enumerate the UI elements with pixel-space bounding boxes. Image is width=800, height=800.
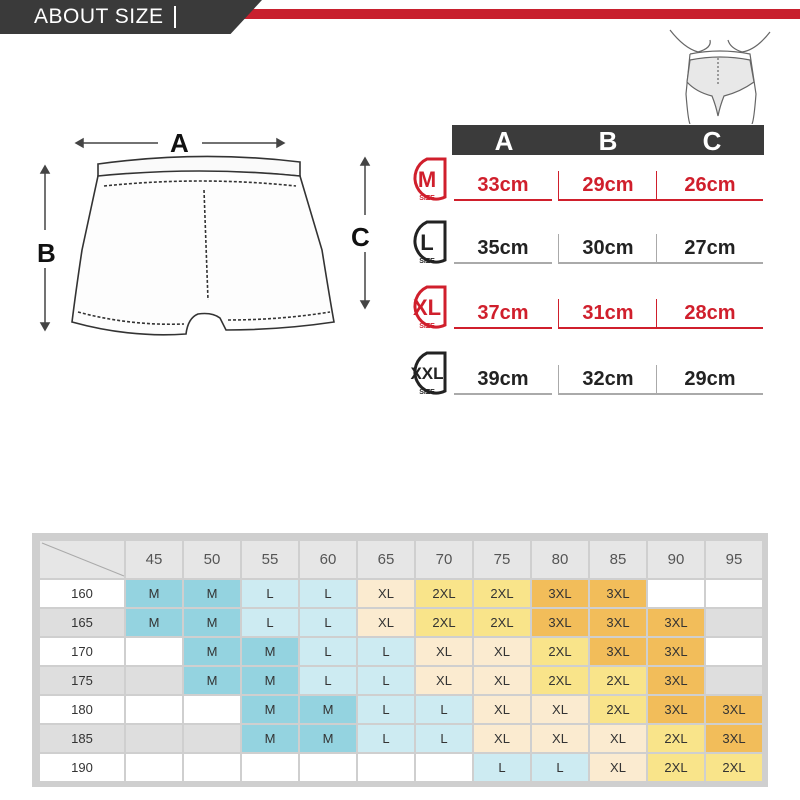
size-cell: 3XL: [705, 695, 763, 724]
weight-header: 45: [125, 540, 183, 579]
size-grid: [32, 533, 768, 787]
size-cell: 2XL: [415, 608, 473, 637]
size-cell: [705, 637, 763, 666]
size-cell: [183, 753, 241, 782]
size-cell: M: [241, 724, 299, 753]
size-cell: [647, 579, 705, 608]
weight-header: 85: [589, 540, 647, 579]
size-badge-label: XL: [412, 295, 442, 320]
size-cell: 3XL: [531, 579, 589, 608]
size-cell: 3XL: [589, 608, 647, 637]
size-cell: 2XL: [473, 608, 531, 637]
size-cell: XL: [357, 608, 415, 637]
size-cell: L: [357, 724, 415, 753]
measure-a: 33cm: [454, 171, 552, 201]
size-cell: [125, 724, 183, 753]
column-header-b: B: [598, 126, 618, 156]
grid-row: [39, 753, 763, 782]
size-cell: [705, 608, 763, 637]
size-badge-m: [405, 157, 449, 217]
dimension-label-c: C: [351, 222, 370, 252]
size-cell: XL: [473, 724, 531, 753]
size-cell: XL: [473, 695, 531, 724]
measure-a: 37cm: [454, 299, 552, 329]
size-cell: M: [183, 579, 241, 608]
height-label: 170: [39, 637, 125, 666]
measure-c: 29cm: [656, 365, 763, 395]
size-cell: 2XL: [531, 666, 589, 695]
size-cell: 2XL: [589, 666, 647, 695]
column-header-c: C: [702, 126, 722, 156]
size-cell: L: [299, 637, 357, 666]
size-cell: M: [299, 695, 357, 724]
size-cell: [241, 753, 299, 782]
size-cell: [125, 695, 183, 724]
measure-b: 30cm: [558, 234, 657, 264]
size-cell: M: [183, 608, 241, 637]
height-label: 190: [39, 753, 125, 782]
size-cell: 2XL: [415, 579, 473, 608]
grid-row: [39, 724, 763, 753]
grid-row: [39, 579, 763, 608]
grid-row: [39, 666, 763, 695]
dimension-label-a: A: [170, 128, 189, 158]
weight-header: 60: [299, 540, 357, 579]
size-cell: 3XL: [705, 724, 763, 753]
size-cell: M: [299, 724, 357, 753]
grid-corner: [39, 540, 125, 579]
size-row-xl: [400, 285, 764, 349]
size-cell: [183, 724, 241, 753]
size-badge-sub: SIZE: [419, 258, 435, 265]
measure-b: 32cm: [558, 365, 657, 395]
size-cell: M: [183, 666, 241, 695]
size-badge-label: XXL: [410, 364, 444, 383]
size-cell: XL: [531, 724, 589, 753]
size-cell: M: [125, 579, 183, 608]
size-badge-sub: SIZE: [419, 389, 435, 396]
weight-header: 80: [531, 540, 589, 579]
size-cell: M: [241, 637, 299, 666]
size-cell: 2XL: [705, 753, 763, 782]
size-cell: 3XL: [589, 637, 647, 666]
size-badge-sub: SIZE: [419, 323, 435, 330]
measure-b: 31cm: [558, 299, 657, 329]
height-label: 185: [39, 724, 125, 753]
size-badge-label: M: [417, 167, 437, 192]
measure-a: 35cm: [454, 234, 552, 264]
size-cell: XL: [531, 695, 589, 724]
size-cell: XL: [415, 666, 473, 695]
measure-c: 28cm: [656, 299, 763, 329]
size-badge-xxl: [405, 351, 449, 411]
size-cell: XL: [415, 637, 473, 666]
size-cell: L: [299, 579, 357, 608]
size-grid-table: [38, 539, 764, 783]
size-cell: L: [357, 666, 415, 695]
size-cell: 2XL: [589, 695, 647, 724]
size-cell: L: [241, 579, 299, 608]
size-cell: 2XL: [473, 579, 531, 608]
weight-header: 55: [241, 540, 299, 579]
measure-c: 27cm: [656, 234, 763, 264]
height-label: 165: [39, 608, 125, 637]
size-cell: L: [241, 608, 299, 637]
size-badge-sub: SIZE: [419, 195, 435, 202]
measure-b: 29cm: [558, 171, 657, 201]
weight-header: 75: [473, 540, 531, 579]
size-cell: L: [357, 637, 415, 666]
size-cell: L: [415, 695, 473, 724]
weight-header: 50: [183, 540, 241, 579]
size-cell: [705, 579, 763, 608]
size-row-xxl: [400, 351, 764, 415]
weight-header: 95: [705, 540, 763, 579]
size-cell: [125, 666, 183, 695]
grid-header-row: [39, 540, 763, 579]
measure-c: 26cm: [656, 171, 763, 201]
height-label: 175: [39, 666, 125, 695]
measure-a: 39cm: [454, 365, 552, 395]
size-cell: [183, 695, 241, 724]
size-cell: L: [299, 666, 357, 695]
dimension-label-b: B: [37, 238, 56, 268]
size-cell: XL: [357, 579, 415, 608]
size-cell: L: [473, 753, 531, 782]
grid-row: [39, 637, 763, 666]
column-header-a: A: [494, 126, 514, 156]
size-cell: 3XL: [531, 608, 589, 637]
weight-header: 90: [647, 540, 705, 579]
size-cell: 3XL: [647, 695, 705, 724]
size-cell: M: [241, 666, 299, 695]
weight-header: 70: [415, 540, 473, 579]
size-cell: 2XL: [647, 753, 705, 782]
page-title: ABOUT SIZE: [34, 5, 164, 28]
size-cell: [705, 666, 763, 695]
grid-row: [39, 695, 763, 724]
size-badge-label: L: [420, 230, 434, 255]
size-cell: [125, 637, 183, 666]
model-illustration: [660, 24, 780, 124]
size-cell: L: [415, 724, 473, 753]
size-cell: L: [299, 608, 357, 637]
size-cell: 2XL: [531, 637, 589, 666]
size-badge-l: [405, 220, 449, 280]
size-cell: [125, 753, 183, 782]
size-cell: 3XL: [589, 579, 647, 608]
height-label: 180: [39, 695, 125, 724]
weight-header: 65: [357, 540, 415, 579]
size-row-l: [400, 220, 764, 284]
size-cell: M: [125, 608, 183, 637]
grid-row: [39, 608, 763, 637]
size-cell: L: [357, 695, 415, 724]
size-cell: M: [183, 637, 241, 666]
size-cell: 2XL: [647, 724, 705, 753]
size-cell: 3XL: [647, 608, 705, 637]
size-cell: XL: [473, 637, 531, 666]
size-cell: [415, 753, 473, 782]
size-cell: 3XL: [647, 666, 705, 695]
size-badge-xl: [405, 285, 449, 345]
height-label: 160: [39, 579, 125, 608]
size-cell: M: [241, 695, 299, 724]
size-cell: [299, 753, 357, 782]
size-cell: XL: [589, 724, 647, 753]
size-cell: 3XL: [647, 637, 705, 666]
size-row-m: [400, 157, 764, 221]
shorts-drawing: [0, 0, 400, 400]
size-cell: XL: [473, 666, 531, 695]
size-cell: XL: [589, 753, 647, 782]
size-cell: [357, 753, 415, 782]
size-table-header: [452, 125, 764, 155]
size-cell: L: [531, 753, 589, 782]
